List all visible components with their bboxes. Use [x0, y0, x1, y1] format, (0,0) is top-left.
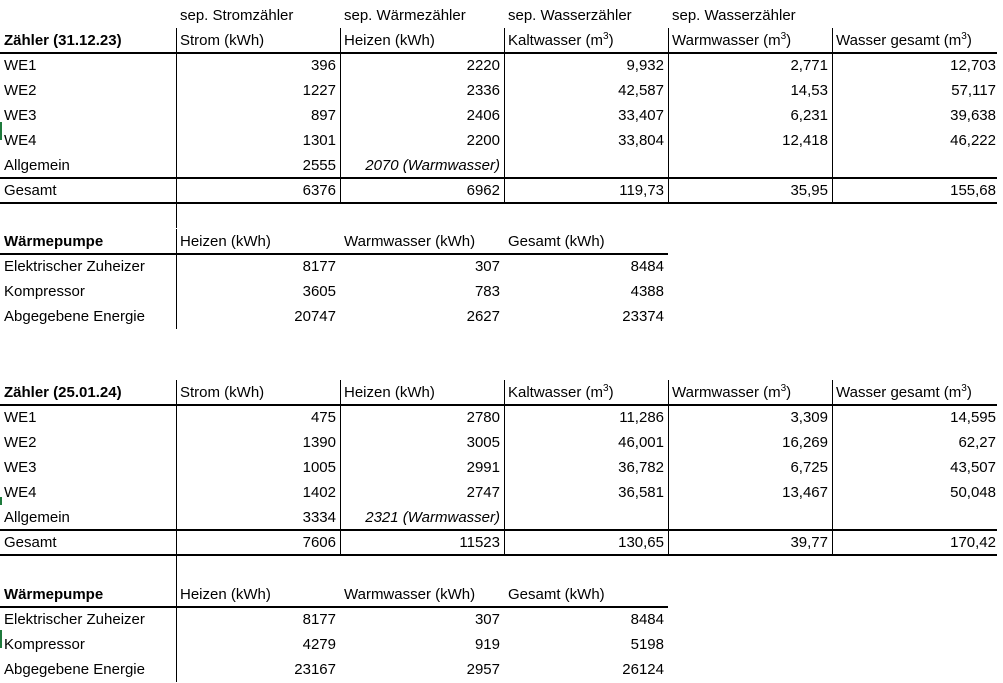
- row-label[interactable]: Elektrischer Zuheizer: [4, 258, 145, 275]
- total-value[interactable]: 7606: [302, 534, 336, 551]
- cell-value[interactable]: 36,782: [618, 459, 664, 476]
- cell-value[interactable]: 33,804: [618, 132, 664, 149]
- cell-value[interactable]: 3605: [302, 283, 336, 300]
- cell-value[interactable]: 8484: [630, 611, 664, 628]
- cell-value[interactable]: 2200: [466, 132, 500, 149]
- cell-value[interactable]: 8177: [302, 611, 336, 628]
- total-value[interactable]: 155,68: [950, 182, 996, 199]
- column-header[interactable]: Warmwasser $(m^3)$: [672, 31, 792, 49]
- column-border: [668, 28, 669, 203]
- column-border: [340, 28, 341, 203]
- cell-value[interactable]: [832, 153, 1000, 178]
- cell-value[interactable]: 23167: [294, 661, 336, 678]
- column-header[interactable]: Kaltwasser $(m^3)$: [508, 31, 614, 49]
- cell-value[interactable]: [504, 505, 668, 530]
- cell-value[interactable]: 20747: [294, 308, 336, 325]
- cell-value[interactable]: 2627: [466, 308, 500, 325]
- total-value[interactable]: 130,65: [618, 534, 664, 551]
- cell-value[interactable]: 46,222: [950, 132, 996, 149]
- cell-value[interactable]: 3,309: [790, 409, 828, 426]
- cell-value[interactable]: 42,587: [618, 82, 664, 99]
- cell-value[interactable]: 6,231: [790, 107, 828, 124]
- cell-value[interactable]: 3334: [302, 509, 336, 526]
- column-header[interactable]: Wasser gesamt $(m^3)$: [836, 383, 972, 401]
- cell-value[interactable]: 13,467: [782, 484, 828, 501]
- column-header[interactable]: Wasser gesamt $(m^3)$: [836, 31, 972, 49]
- cell-value[interactable]: 23374: [622, 308, 664, 325]
- row-label[interactable]: WE2: [4, 82, 37, 99]
- cell-value[interactable]: 2747: [466, 484, 500, 501]
- row-label[interactable]: Abgegebene Energie: [4, 308, 145, 325]
- cell-value[interactable]: 2555: [302, 157, 336, 174]
- column-border: [504, 28, 505, 203]
- cell-value[interactable]: 62,27: [958, 434, 996, 451]
- cell-value[interactable]: 4388: [630, 283, 664, 300]
- row-label[interactable]: WE1: [4, 57, 37, 74]
- column-header[interactable]: Heizen (kWh): [180, 586, 271, 603]
- total-value[interactable]: 6962: [466, 182, 500, 199]
- column-header[interactable]: Warmwasser (kWh): [344, 233, 476, 250]
- column-header[interactable]: Gesamt (kWh): [508, 586, 605, 603]
- cell-value[interactable]: 2957: [466, 661, 500, 678]
- cell-value[interactable]: 12,418: [782, 132, 828, 149]
- cell-value[interactable]: [668, 505, 832, 530]
- cell-value[interactable]: 5198: [630, 636, 664, 653]
- total-label[interactable]: Gesamt: [4, 182, 57, 199]
- column-border: [340, 380, 341, 555]
- cell-value[interactable]: 50,048: [950, 484, 996, 501]
- section-label[interactable]: Zähler (31.12.23): [4, 32, 122, 49]
- cell-value[interactable]: 14,595: [950, 409, 996, 426]
- total-value[interactable]: 11523: [459, 534, 500, 551]
- cell-value[interactable]: 39,638: [950, 107, 996, 124]
- cell-value[interactable]: 8177: [302, 258, 336, 275]
- cell-value[interactable]: 43,507: [950, 459, 996, 476]
- row-label[interactable]: Elektrischer Zuheizer: [4, 611, 145, 628]
- column-header[interactable]: Warmwasser $(m^3)$: [672, 383, 792, 401]
- row-label[interactable]: WE2: [4, 434, 37, 451]
- row-label[interactable]: WE4: [4, 132, 37, 149]
- cell-value[interactable]: 12,703: [950, 57, 996, 74]
- row-label[interactable]: WE4: [4, 484, 37, 501]
- column-border: [176, 556, 177, 582]
- total-value[interactable]: 6376: [302, 182, 336, 199]
- row-label[interactable]: Abgegebene Energie: [4, 661, 145, 678]
- column-header[interactable]: Strom (kWh): [180, 32, 265, 49]
- cell-note[interactable]: 2070 (Warmwasser): [365, 157, 500, 174]
- selection-edge-marker: [0, 630, 2, 648]
- row-label[interactable]: Allgemein: [4, 509, 70, 526]
- section-label[interactable]: Wärmepumpe: [4, 233, 104, 250]
- cell-value[interactable]: 1301: [302, 132, 336, 149]
- cell-value[interactable]: 4279: [302, 636, 336, 653]
- row-label[interactable]: Kompressor: [4, 283, 85, 300]
- total-value[interactable]: 119,73: [619, 182, 664, 199]
- cell-value[interactable]: 783: [474, 283, 500, 300]
- total-value[interactable]: 39,77: [790, 534, 828, 551]
- cell-value[interactable]: 26124: [622, 661, 664, 678]
- cell-value[interactable]: 33,407: [618, 107, 664, 124]
- column-border: [176, 203, 177, 228]
- cell-value[interactable]: 46,001: [618, 434, 664, 451]
- column-border: [504, 380, 505, 555]
- cell-value[interactable]: 8484: [630, 258, 664, 275]
- cell-value[interactable]: 9,932: [626, 57, 664, 74]
- cell-value[interactable]: 307: [474, 611, 500, 628]
- column-header[interactable]: Strom (kWh): [180, 384, 265, 401]
- total-bottom-border: [0, 554, 997, 556]
- total-bottom-border: [0, 202, 997, 204]
- cell-value[interactable]: 396: [310, 57, 336, 74]
- column-border: [832, 380, 833, 555]
- column-header[interactable]: Kaltwasser $(m^3)$: [508, 383, 614, 401]
- cell-value[interactable]: 1402: [302, 484, 336, 501]
- cell-note[interactable]: 2321 (Warmwasser): [365, 509, 500, 526]
- column-border: [668, 380, 669, 555]
- cell-value[interactable]: [832, 505, 1000, 530]
- column-header[interactable]: Gesamt (kWh): [508, 233, 605, 250]
- cell-value[interactable]: 36,581: [618, 484, 664, 501]
- cell-value[interactable]: 475: [310, 409, 336, 426]
- cell-value[interactable]: 6,725: [790, 459, 828, 476]
- cell-value[interactable]: 2336: [466, 82, 500, 99]
- cell-value[interactable]: 16,269: [782, 434, 828, 451]
- total-value[interactable]: 170,42: [950, 534, 996, 551]
- cell-value[interactable]: 11,286: [619, 409, 664, 426]
- column-group-header[interactable]: sep. Stromzähler: [180, 7, 294, 24]
- row-label[interactable]: Allgemein: [4, 157, 70, 174]
- section-label[interactable]: Zähler (25.01.24): [4, 384, 122, 401]
- cell-value[interactable]: 14,53: [790, 82, 828, 99]
- cell-value[interactable]: 3005: [466, 434, 500, 451]
- column-border: [176, 380, 177, 555]
- column-header[interactable]: Heizen (kWh): [180, 233, 271, 250]
- column-header[interactable]: Heizen (kWh): [344, 32, 435, 49]
- cell-value[interactable]: 57,117: [951, 82, 996, 99]
- column-border: [176, 582, 177, 682]
- row-label[interactable]: WE1: [4, 409, 37, 426]
- column-group-header[interactable]: sep. Wasserzähler: [672, 7, 796, 24]
- cell-value[interactable]: 897: [310, 107, 336, 124]
- cell-value[interactable]: 1005: [302, 459, 336, 476]
- column-border: [176, 28, 177, 203]
- cell-value[interactable]: 919: [474, 636, 500, 653]
- selection-edge-marker: [0, 497, 2, 505]
- cell-value[interactable]: 307: [474, 258, 500, 275]
- cell-value[interactable]: 2220: [466, 57, 500, 74]
- cell-value[interactable]: 2406: [466, 107, 500, 124]
- cell-value[interactable]: 2780: [466, 409, 500, 426]
- column-border: [832, 28, 833, 203]
- cell-value[interactable]: [504, 153, 668, 178]
- column-group-header[interactable]: sep. Wärmezähler: [344, 7, 466, 24]
- cell-value[interactable]: [668, 153, 832, 178]
- total-label[interactable]: Gesamt: [4, 534, 57, 551]
- total-value[interactable]: 35,95: [790, 182, 828, 199]
- cell-value[interactable]: 1390: [302, 434, 336, 451]
- cell-value[interactable]: 1227: [302, 82, 336, 99]
- column-header[interactable]: Warmwasser (kWh): [344, 586, 476, 603]
- column-border: [176, 229, 177, 329]
- column-group-header[interactable]: sep. Wasserzähler: [508, 7, 632, 24]
- cell-value[interactable]: 2,771: [790, 57, 828, 74]
- row-label[interactable]: Kompressor: [4, 636, 85, 653]
- column-header[interactable]: Heizen (kWh): [344, 384, 435, 401]
- cell-value[interactable]: 2991: [466, 459, 500, 476]
- section-label[interactable]: Wärmepumpe: [4, 586, 104, 603]
- row-label[interactable]: WE3: [4, 459, 37, 476]
- selection-edge-marker: [0, 122, 2, 140]
- row-label[interactable]: WE3: [4, 107, 37, 124]
